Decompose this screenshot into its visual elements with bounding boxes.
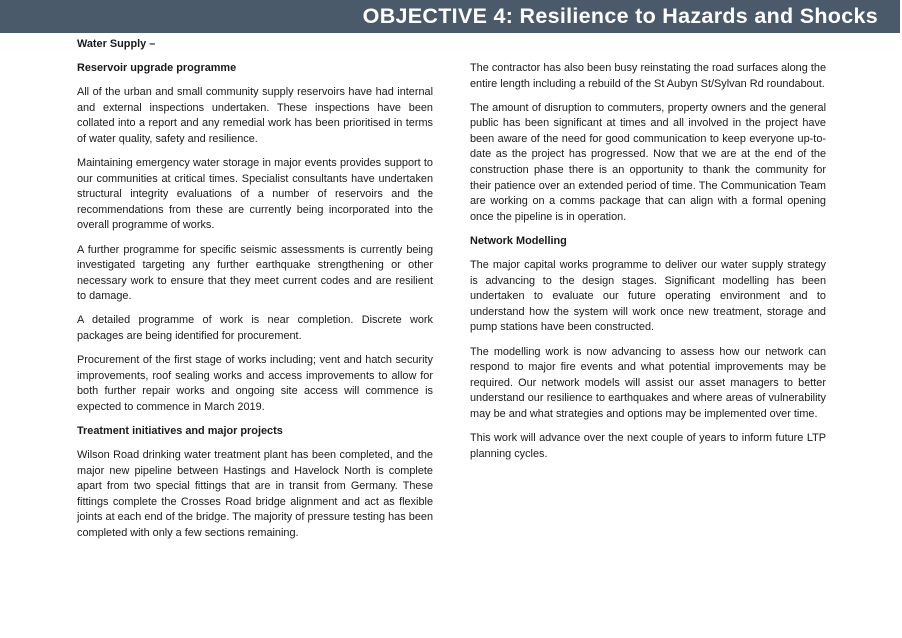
header-banner [0, 0, 902, 33]
paragraph: Wilson Road drinking water treatment plant has been completed, and the major new pipeline between Hastings and Havelock North is complete apart from two special fittings that are in transit from Germany. These fittings complete the Crosses Road bridge alignment and act as flexible joints at each end of the bridge. The majority of pressure testing has been completed with only a few sections remaining. [77, 449, 433, 540]
subheading-treatment-initiatives: Treatment initiatives and major projects [77, 424, 283, 437]
subheading-reservoir-upgrade: Reservoir upgrade programme [77, 62, 237, 75]
right-column [470, 61, 826, 471]
paragraph: All of the urban and small community supply reservoirs have had internal and external inspections undertaken. These inspections have been collated into a report and any remedial work has been prioritised in terms of water quality, safety and resilience. [77, 86, 433, 145]
section-heading-water-supply: Water Supply – [77, 38, 156, 50]
paragraph: The amount of disruption to commuters, property owners and the general public has been significant at times and all involved in the project have been aware of the need for good communication to keep everyone up-to-date as the project has progressed. Now that we are at the end of the construction phase there is an opportunity to thank the community for their patience over an extended period of time. The Communication Team are working on a comms package that can align with a formal opening once the pipeline is in operation. [470, 101, 826, 223]
paragraph: The modelling work is now advancing to assess how our network can respond to major fire events and what potential improvements may be required. Our network models will assist our asset managers to better understand our resilience to earthquakes and where areas of vulnerability may be and what strategies and options may be implemented over time. [470, 345, 826, 420]
paragraph: This work will advance over the next couple of years to inform future LTP planning cycles. [470, 431, 826, 460]
paragraph: The major capital works programme to deliver our water supply strategy is advancing to the design stages. Significant modelling has been undertaken to evaluate our future operating environment and to understand how the system will work once new treatment, storage and pump stations have been constructed. [470, 259, 826, 334]
paragraph: A further programme for specific seismic assessments is currently being investigated targeting any further earthquake strengthening or other necessary work to ensure that they meet current codes and are resilient to damage. [77, 243, 433, 303]
paragraph: A detailed programme of work is near completion. Discrete work packages are being identified for procurement. [77, 314, 433, 342]
left-column [77, 37, 433, 550]
paragraph: Maintaining emergency water storage in major events provides support to our communities at critical times. Specialist consultants have undertaken structural integrity evaluations of a number of reservoirs and the recommendations from these are currently being incorporated into the overall programme of works. [77, 157, 433, 232]
page-title: OBJECTIVE 4: Resilience to Hazards and Shocks [362, 4, 878, 28]
subheading-network-modelling: Network Modelling [470, 234, 567, 247]
paragraph: Procurement of the first stage of works including; vent and hatch security improvements, roof sealing works and access improvements to allow for both further repair works and ongoing site access will commence is expected to commence in March 2019. [77, 354, 433, 413]
paragraph: The contractor has also been busy reinstating the road surfaces along the entire length including a rebuild of the St Aubyn St/Sylvan Rd roundabout. [470, 62, 826, 90]
